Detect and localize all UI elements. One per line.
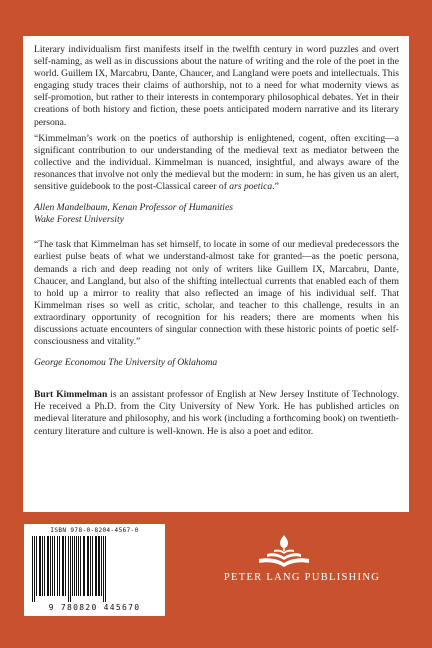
barcode-guard-bar: [32, 536, 33, 602]
attribution-mandelbaum-line2: Wake Forest University: [34, 214, 124, 226]
barcode-bar: [101, 536, 102, 596]
barcode-guard-bar: [103, 536, 104, 602]
barcode-bar: [47, 536, 49, 596]
author-name: Burt Kimmelman: [34, 389, 108, 401]
barcode-guard-bar: [68, 536, 69, 602]
barcode-bar: [50, 536, 51, 596]
quote-mandelbaum-close: .”: [272, 181, 279, 193]
attribution-mandelbaum-line1: Allen Mandelbaum, Kenan Professor of Humanities: [34, 202, 233, 214]
barcode-bar: [83, 536, 85, 596]
quote-mandelbaum-text: “Kimmelman’s work on the poetics of authorship is enlightened, cogent, often exciting—a significant contribution to our understanding of the medieval text as mediator between the collective and the individual. Kimmelman is nuanced, insightful, and always aware of the resonances that involve not only the medieval but the modern: in sum, he has given us an alert, sensitive guidebook to the post-Classical career of: [34, 132, 399, 193]
quote-mandelbaum-italic: ars poetica: [229, 181, 273, 193]
attribution-economou: George Economou The University of Oklahoma: [34, 357, 218, 369]
barcode-bar: [80, 536, 81, 596]
peter-lang-logo-icon: [253, 533, 315, 569]
barcode-bar: [36, 536, 37, 596]
barcode-box: [24, 524, 165, 616]
blurb-paragraph: Literary individualism first manifests itself in the twelfth century in word puzzles and overt self-naming, as well as in discussions about the nature of writing and the role of the poet in the world. Guillem IX, Marcabru, Dante, Chaucer, and Langland were poets and intellectuals. This engaging study traces their claims of authorship, not to a need for what modernity views as self-promotion, but rather to their interests in contemporary philosophical debates. Yet in their creations of both history and fiction, these poets anticipated modern narrative and its literary persona.: [34, 44, 399, 128]
author-bio: [34, 389, 399, 437]
back-cover-text-panel: [23, 36, 409, 512]
spacer: [34, 369, 399, 389]
quote-mandelbaum: [34, 133, 399, 193]
spacer: [34, 193, 399, 202]
barcode-bar: [92, 536, 93, 596]
spacer: [34, 226, 399, 239]
barcode-bar: [78, 536, 79, 596]
spacer: [34, 348, 399, 357]
publisher-name: PETER LANG PUBLISHING: [223, 572, 381, 583]
barcode-bar: [65, 536, 66, 596]
barcode-bar: [44, 536, 45, 596]
barcode-bar: [72, 536, 73, 596]
barcode-bar: [59, 536, 60, 596]
quote-economou: “The task that Kimmelman has set himself, to locate in some of our medieval predecessors the earliest pulse beats of what we understand-almost take for granted—as the poetic persona, demands a rich and deep reading not only of writers like Guillem IX, Marcabru, Dante, Chaucer, and Langland, but also of the shifting intellectual currents that enabled each of them to hold up a mirror to reality that also reflected an image of his individual self. That Kimmelman rises so well as critic, scholar, and teacher to this challenge, results in an extraordinary opportunity of recognition for his readers; there are moments when his discussions actuate encounters of singular connection with these historic points of poetic self-consciousness and vitality.”: [34, 239, 399, 348]
barcode-bar: [62, 536, 64, 596]
barcode-bar: [74, 536, 75, 596]
isbn-label: ISBN 978-0-8204-4567-0: [50, 527, 139, 534]
isbn-digits: 9 780820 445670: [48, 603, 141, 612]
barcode-bar: [95, 536, 97, 596]
barcode-bar: [87, 536, 89, 596]
barcode-guard-bar: [105, 536, 106, 602]
barcode-bar: [39, 536, 41, 596]
barcode-bar: [54, 536, 55, 596]
barcode-guard-bar: [70, 536, 71, 602]
barcode-bar: [90, 536, 91, 596]
barcode-graphic: [30, 536, 159, 602]
barcode-bar: [98, 536, 100, 596]
author-bio-text: is an assistant professor of English at New Jersey Institute of Technology. He received a Ph.D. from the City University of New York. He has published articles on medieval literature and philosophy, and his work (including a forthcoming book) on twentieth-century literature and culture is well-known. He is also a poet and editor.: [34, 389, 399, 437]
barcode-bar: [76, 536, 77, 596]
barcode-bar: [42, 536, 43, 596]
barcode-guard-bar: [34, 536, 35, 602]
barcode-bar: [52, 536, 53, 596]
barcode-bar: [57, 536, 58, 596]
